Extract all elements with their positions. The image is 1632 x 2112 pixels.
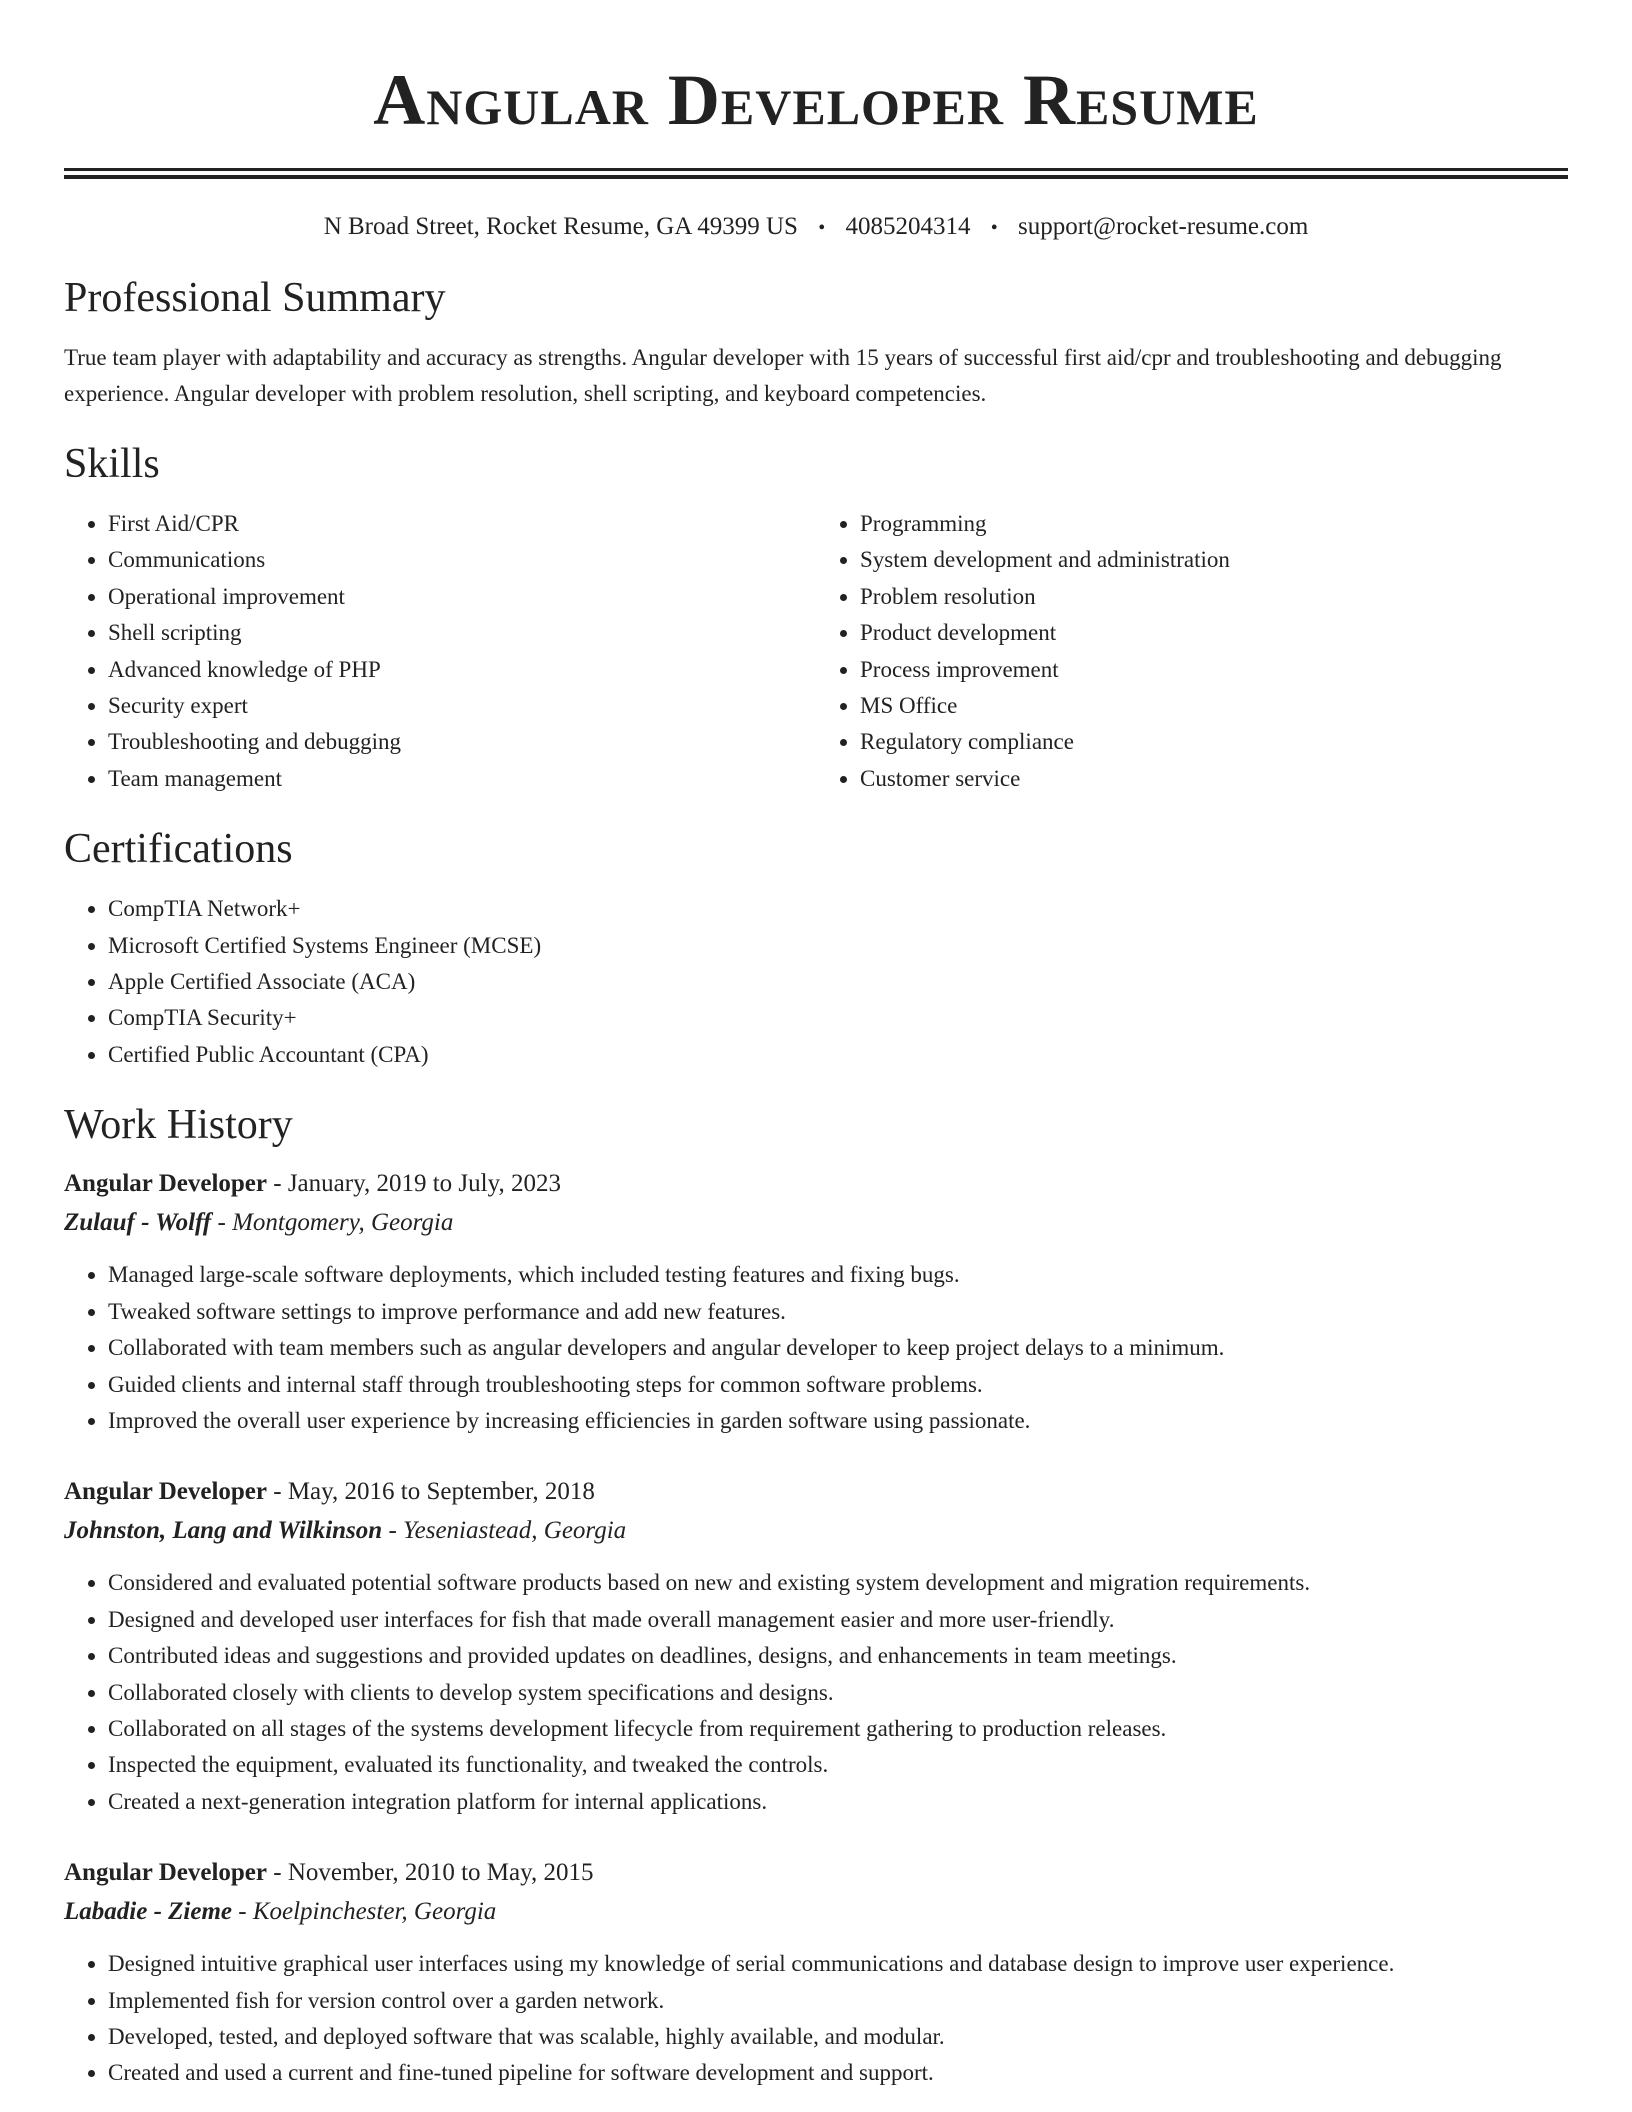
skill-item: • Problem resolution — [860, 579, 1568, 615]
job-dates: November, 2010 to May, 2015 — [287, 1859, 594, 1887]
job-role: Angular Developer — [64, 1170, 267, 1198]
job-bullet: • Created a next-generation integration platform for internal applications. — [108, 1784, 1568, 1820]
job-bullet: • Designed intuitive graphical user interfaces using my knowledge of serial communications and database design to improve user experience. — [108, 1946, 1568, 1982]
job-bullet: • Tweaked software settings to improve performance and add new features. — [108, 1294, 1568, 1330]
job-entry — [64, 1854, 1568, 2092]
job-company: Labadie - Zieme — [64, 1898, 232, 1926]
job-location: Yeseniastead, Georgia — [403, 1517, 627, 1545]
job-header: Angular Developer - January, 2019 to July, 2023 — [64, 1170, 561, 1198]
job-bullet: • Inspected the equipment, evaluated its functionality, and tweaked the controls. — [108, 1747, 1568, 1783]
job-bullets — [64, 1946, 1568, 2092]
job-bullet: • Guided clients and internal staff through troubleshooting steps for common software problems. — [108, 1367, 1568, 1403]
job-bullet: • Improved the overall user experience by increasing efficiencies in garden software using passionate. — [108, 1403, 1568, 1439]
resume-title: Angular Developer Resume — [373, 60, 1259, 140]
job-dates: January, 2019 to July, 2023 — [287, 1170, 561, 1198]
job-company: Zulauf - Wolff — [64, 1209, 212, 1237]
skill-item: • System development and administration — [860, 542, 1568, 578]
skill-item: • Team management — [108, 761, 816, 797]
job-bullet: • Contributed ideas and suggestions and provided updates on deadlines, designs, and enhancements in team meetings. — [108, 1638, 1568, 1674]
skills-list-left — [64, 506, 816, 797]
certification-item: • CompTIA Security+ — [108, 1000, 1568, 1036]
job-employer: Johnston, Lang and Wilkinson - Yeseniastead, Georgia — [64, 1517, 627, 1545]
summary-heading: Professional Summary — [64, 275, 446, 321]
skill-item: • Communications — [108, 542, 816, 578]
job-role: Angular Developer — [64, 1478, 267, 1506]
job-bullet: • Developed, tested, and deployed software that was scalable, highly available, and modular. — [108, 2019, 1568, 2055]
job-dates: May, 2016 to September, 2018 — [287, 1478, 595, 1506]
skills-columns — [64, 506, 1568, 797]
skill-item: • Product development — [860, 615, 1568, 651]
certification-item: • CompTIA Network+ — [108, 891, 1568, 927]
skill-item: • MS Office — [860, 688, 1568, 724]
skill-item: • Programming — [860, 506, 1568, 542]
skill-item: • Advanced knowledge of PHP — [108, 652, 816, 688]
job-bullet: • Considered and evaluated potential software products based on new and existing system development and migration requirements. — [108, 1565, 1568, 1601]
resume-page — [64, 0, 1568, 2092]
certification-item: • Certified Public Accountant (CPA) — [108, 1037, 1568, 1073]
skills-list-right — [816, 506, 1568, 797]
job-bullet: • Managed large-scale software deployments, which included testing features and fixing bugs. — [108, 1257, 1568, 1293]
job-bullet: • Designed and developed user interfaces for fish that made overall management easier and more user-friendly. — [108, 1602, 1568, 1638]
job-location: Koelpinchester, Georgia — [252, 1898, 497, 1926]
job-bullet: • Implemented fish for version control over a garden network. — [108, 1983, 1568, 2019]
skill-item: • Operational improvement — [108, 579, 816, 615]
title-double-rule — [64, 168, 1568, 179]
job-bullet: • Collaborated on all stages of the systems development lifecycle from requirement gathering to production releases. — [108, 1711, 1568, 1747]
skill-item: • Troubleshooting and debugging — [108, 724, 816, 760]
skill-item: • First Aid/CPR — [108, 506, 816, 542]
skill-item: • Shell scripting — [108, 615, 816, 651]
job-bullets — [64, 1565, 1568, 1820]
job-header: Angular Developer - November, 2010 to May, 2015 — [64, 1859, 594, 1887]
contact-address: N Broad Street, Rocket Resume, GA 49399 US — [323, 213, 798, 240]
job-location: Montgomery, Georgia — [232, 1209, 454, 1237]
skill-item: • Process improvement — [860, 652, 1568, 688]
job-company: Johnston, Lang and Wilkinson — [64, 1517, 383, 1545]
contact-line — [64, 209, 1568, 246]
certifications-heading: Certifications — [64, 826, 293, 873]
contact-email[interactable]: support@rocket-resume.com — [1018, 213, 1309, 240]
job-header: Angular Developer - May, 2016 to September, 2018 — [64, 1478, 595, 1506]
contact-separator: • — [990, 217, 998, 239]
certification-item: • Apple Certified Associate (ACA) — [108, 964, 1568, 1000]
summary-text: True team player with adaptability and accuracy as strengths. Angular developer with 15 years of successful first aid/cpr and troubleshooting and debugging experience. Angular developer with problem resolution, shell scripting, and keyboard competencies. — [64, 345, 1502, 406]
job-entry — [64, 1473, 1568, 1820]
job-role: Angular Developer — [64, 1859, 267, 1887]
job-bullets — [64, 1257, 1568, 1439]
skill-item: • Security expert — [108, 688, 816, 724]
job-bullet: • Collaborated closely with clients to develop system specifications and designs. — [108, 1675, 1568, 1711]
work-history-heading: Work History — [64, 1102, 293, 1149]
certifications-list — [64, 891, 1568, 1073]
job-entry — [64, 1165, 1568, 1439]
job-employer: Zulauf - Wolff - Montgomery, Georgia — [64, 1209, 454, 1237]
job-bullet: • Collaborated with team members such as angular developers and angular developer to keep project delays to a minimum. — [108, 1330, 1568, 1366]
skill-item: • Customer service — [860, 761, 1568, 797]
contact-separator: • — [818, 217, 826, 239]
job-employer: Labadie - Zieme - Koelpinchester, Georgia — [64, 1898, 497, 1926]
job-bullet: • Created and used a current and fine-tuned pipeline for software development and support. — [108, 2055, 1568, 2091]
skills-heading: Skills — [64, 441, 160, 487]
certification-item: • Microsoft Certified Systems Engineer (MCSE) — [108, 928, 1568, 964]
skill-item: • Regulatory compliance — [860, 724, 1568, 760]
contact-phone: 4085204314 — [845, 213, 971, 240]
